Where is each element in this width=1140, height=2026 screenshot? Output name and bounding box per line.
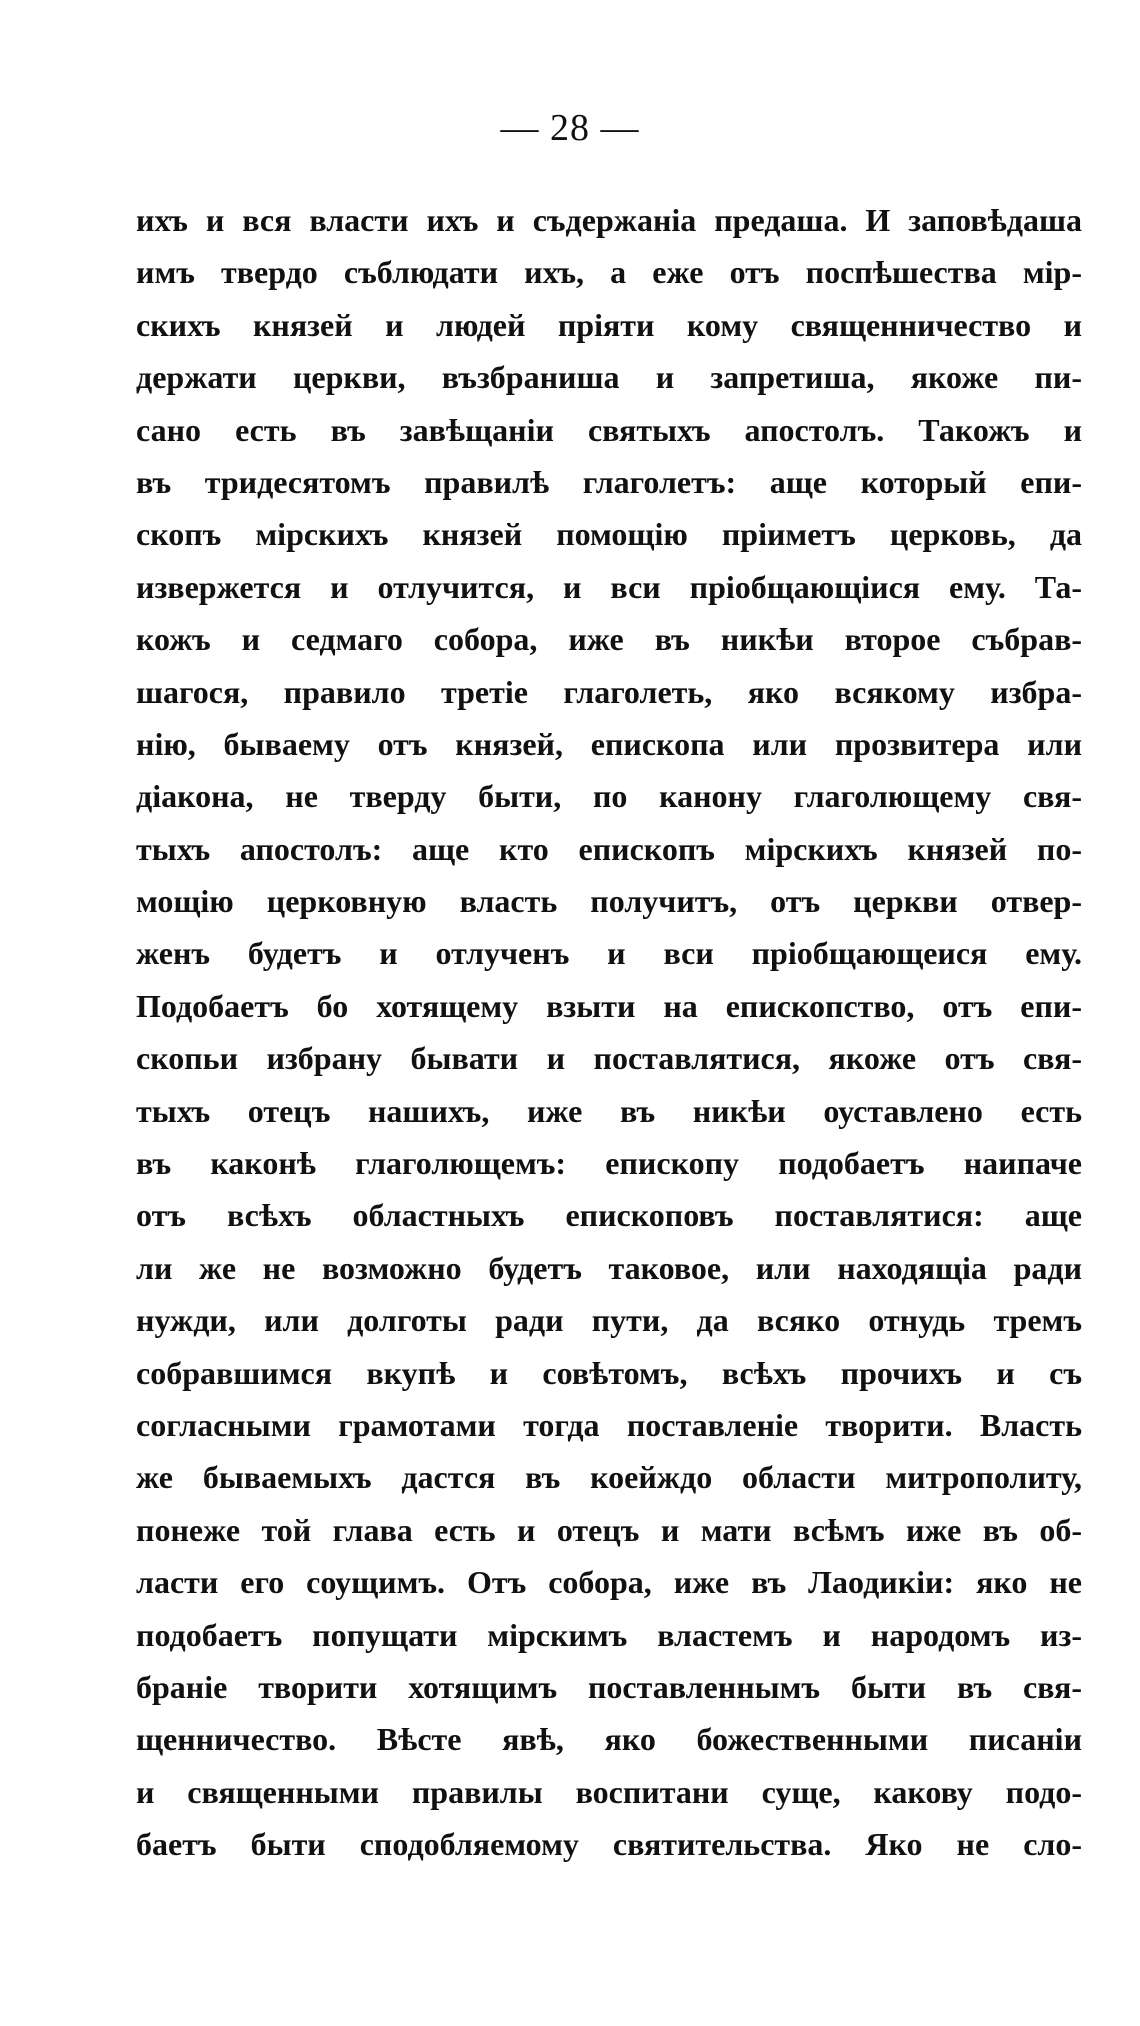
text-line: подобаетъ попущати мірскимъ властемъ и народомъ из- (136, 1616, 1082, 1653)
text-line: ласти его соущимъ. Отъ собора, иже въ Лаодикіи: яко не (136, 1564, 1082, 1601)
text-line: нію, бываему отъ князей, епископа или прозвитера или (136, 725, 1082, 762)
text-line: согласными грамотами тогда поставленіе творити. Власть (136, 1406, 1082, 1443)
text-line: баетъ быти сподобляемому святительства. Яко не сло- (136, 1826, 1082, 1863)
text-line: имъ твердо съблюдати ихъ, а еже отъ поспѣшества мір- (136, 254, 1082, 291)
text-line: скихъ князей и людей пріяти кому священничество и (136, 306, 1082, 343)
text-line: отъ всѣхъ областныхъ епископовъ поставлятися: аще (136, 1197, 1082, 1234)
text-line: въ каконѣ глаголющемъ: епископу подобаетъ наипаче (136, 1145, 1082, 1182)
text-line: скопьи избрану бывати и поставлятися, якоже отъ свя- (136, 1040, 1082, 1077)
text-line: тыхъ отецъ нашихъ, иже въ никѣи оуставлено есть (136, 1092, 1082, 1129)
text-line: скопъ мірскихъ князей помощію пріиметъ церковь, да (136, 516, 1082, 553)
text-line: тыхъ апостолъ: аще кто епископъ мірскихъ князей по- (136, 830, 1082, 867)
text-line: діакона, не тверду быти, по канону глаголющему свя- (136, 778, 1082, 815)
text-line: женъ будетъ и отлученъ и вси пріобщающеися ему. (136, 935, 1082, 972)
text-line: въ тридесятомъ правилѣ глаголетъ: аще который епи- (136, 463, 1082, 500)
text-line: шагося, правило третіе глаголеть, яко всякому избра- (136, 673, 1082, 710)
text-line: ли же не возможно будетъ таковое, или находящіа ради (136, 1249, 1082, 1286)
text-line: понеже той глава есть и отецъ и мати всѣмъ иже въ об- (136, 1511, 1082, 1548)
text-line: держати церкви, възбраниша и запретиша, якоже пи- (136, 359, 1082, 396)
text-line: извержется и отлучится, и вси пріобщающіися ему. Та- (136, 568, 1082, 605)
text-line: щенничество. Вѣсте явѣ, яко божественными писаніи (136, 1721, 1082, 1758)
text-line: и священными правилы воспитани суще, какову подо- (136, 1773, 1082, 1810)
text-line: мощію церковную власть получитъ, отъ церкви отвер- (136, 883, 1082, 920)
text-line: же бываемыхъ дастся въ коейждо области митрополиту, (136, 1459, 1082, 1496)
text-line: Подобаетъ бо хотящему взыти на епископство, отъ епи- (136, 987, 1082, 1024)
page-number: — 28 — (500, 107, 640, 149)
text-line: кожъ и седмаго собора, иже въ никѣи второе събрав- (136, 621, 1082, 658)
text-line: нужди, или долготы ради пути, да всяко отнудь тремъ (136, 1302, 1082, 1339)
text-line: собравшимся вкупѣ и совѣтомъ, всѣхъ прочихъ и съ (136, 1354, 1082, 1391)
text-line: сано есть въ завѣщаніи святыхъ апостолъ. Такожъ и (136, 411, 1082, 448)
body-text (136, 194, 1082, 1871)
text-line: ихъ и вся власти ихъ и съдержаніа предаша. И заповѣдаша (136, 202, 1082, 238)
text-line: браніе творити хотящимъ поставленнымъ быти въ свя- (136, 1668, 1082, 1705)
